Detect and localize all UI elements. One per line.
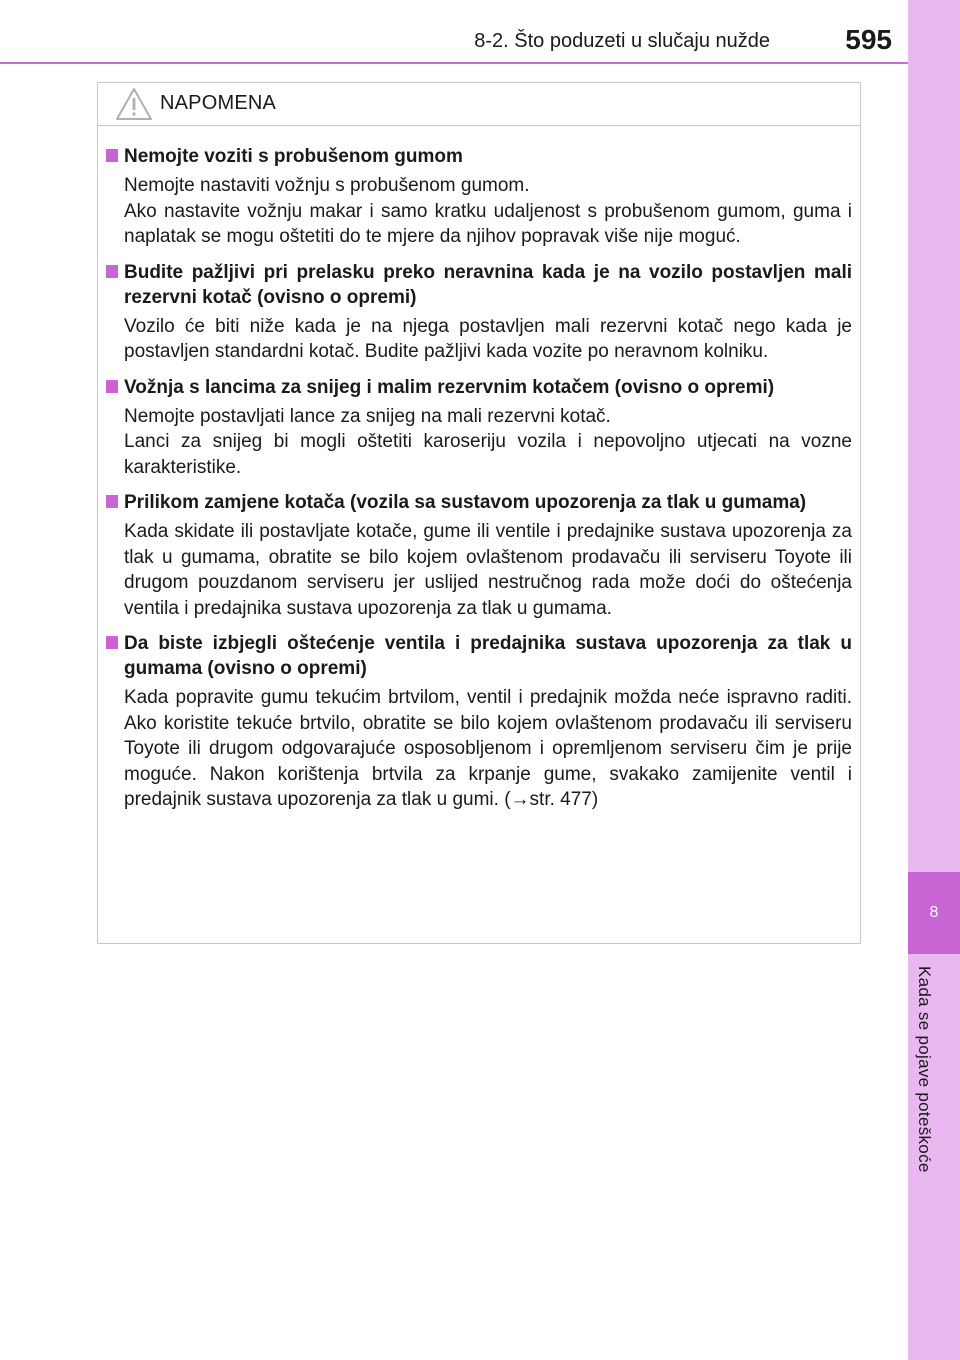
cross-reference-text: Kada popravite gumu tekućim brtvilom, ventil i predajnik možda neće ispravno raditi. Ako koristite tekuće brtvilo, obratite se bilo kojem ovlaštenom prodavaču ili serviseru Toyote ili drugom odgovarajuće osposobljenom i opremljenom serviseru čim je prije moguće. Nakon korištenja brtvila za krpanje gume, svakako zamijenite ventil i predajnik sustava upozorenja za tlak u gumi. (→str. 477): [124, 687, 852, 810]
square-bullet-icon: [106, 149, 118, 162]
chapter-number-tab[interactable]: 8: [908, 872, 960, 954]
item-text: Vozilo će biti niže kada je na njega postavljen mali rezervni kotač nego kada je postavljen standardni kotač. Budite pažljivi kada vozite po neravnom kolniku.: [124, 315, 852, 362]
item-heading: Vožnja s lancima za snijeg i malim rezervnim kotačem (ovisno o opremi): [104, 375, 852, 400]
item-heading: Prilikom zamjene kotača (vozila sa sustavom upozorenja za tlak u gumama): [104, 490, 852, 515]
item-text: Nemojte nastaviti vožnju s probušenom gumom. Ako nastavite vožnju makar i samo kratku udaljenost s probušenom gumom, guma i naplatak se mogu oštetiti do te mjere da njihov popravak više nije moguć.: [124, 175, 852, 247]
chapter-label: Kada se pojave poteškoće: [915, 966, 934, 1173]
page-number: 595: [845, 24, 892, 55]
note-item: [104, 631, 852, 813]
section-title: 8-2. Što poduzeti u slučaju nužde: [474, 30, 770, 52]
note-box: [97, 82, 861, 944]
warning-triangle-icon: [115, 87, 153, 121]
item-heading: Nemojte voziti s probušenom gumom: [104, 144, 852, 169]
item-text: Kada skidate ili postavljate kotače, gume ili ventile i predajnike sustava upozorenja za tlak u gumama, obratite se bilo kojem ovlaštenom prodavaču ili serviseru Toyote ili drugom pouzdanom serviseru jer uslijed nestručnog rada može doći do oštećenja ventila i predajnika sustava upozorenja za tlak u gumama.: [124, 521, 852, 619]
note-body: [98, 126, 860, 813]
note-item: [104, 490, 852, 621]
item-text: Nemojte postavljati lance za snijeg na mali rezervni kotač. Lanci za snijeg bi mogli oštetiti karoseriju vozila i nepovoljno utjecati na vozne karakteristike.: [124, 405, 852, 478]
header-rule: [0, 62, 908, 64]
square-bullet-icon: [106, 495, 118, 508]
note-header: [98, 83, 860, 126]
note-item: [104, 260, 852, 365]
note-item: [104, 144, 852, 250]
square-bullet-icon: [106, 636, 118, 649]
item-heading: Da biste izbjegli oštećenje ventila i predajnika sustava upozorenja za tlak u gumama (ovisno o opremi): [104, 631, 852, 681]
note-title: NAPOMENA: [160, 92, 277, 114]
square-bullet-icon: [106, 265, 118, 278]
note-item: [104, 375, 852, 481]
item-heading: Budite pažljivi pri prelasku preko neravnina kada je na vozilo postavljen mali rezervni kotač (ovisno o opremi): [104, 260, 852, 310]
square-bullet-icon: [106, 380, 118, 393]
item-text: [104, 685, 852, 813]
